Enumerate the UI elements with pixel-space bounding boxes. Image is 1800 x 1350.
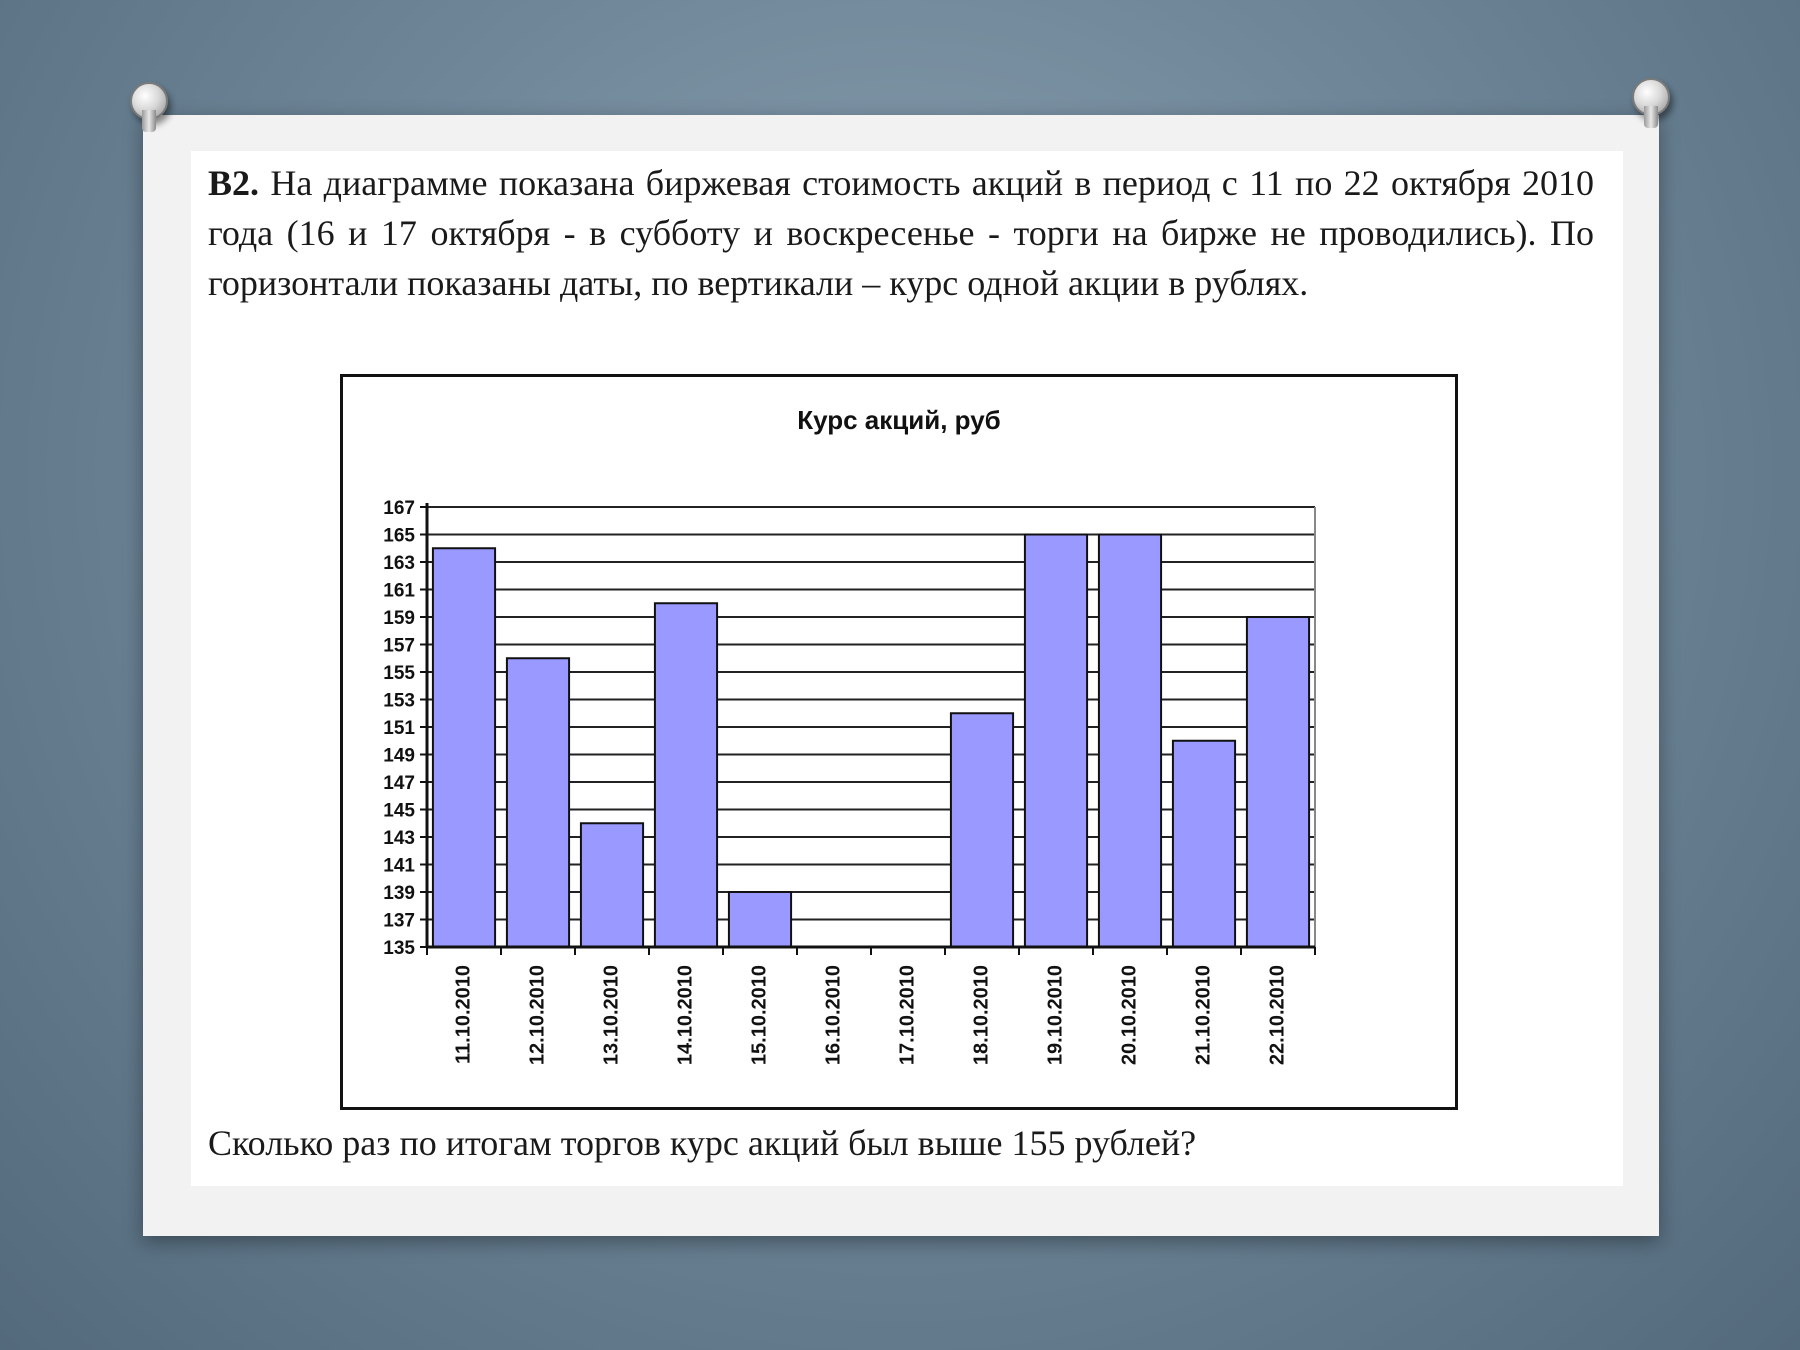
- x-tick-label: 12.10.2010: [526, 965, 549, 1066]
- y-tick-label: 165: [383, 525, 415, 547]
- y-tick-label: 153: [383, 690, 415, 712]
- bar: [433, 548, 495, 947]
- chart-title: Курс акций, руб: [797, 405, 1001, 435]
- x-tick-label: 16.10.2010: [822, 965, 845, 1066]
- x-tick-label: 11.10.2010: [452, 965, 475, 1064]
- bar: [1247, 617, 1309, 947]
- x-tick-label: 19.10.2010: [1044, 965, 1067, 1066]
- x-tick-label: 13.10.2010: [600, 965, 623, 1066]
- y-tick-label: 147: [383, 773, 415, 794]
- y-tick-label: 161: [383, 580, 415, 602]
- x-tick-label: 14.10.2010: [674, 965, 697, 1066]
- x-tick-label: 15.10.2010: [748, 965, 771, 1066]
- bar: [1025, 535, 1087, 948]
- y-tick-label: 159: [383, 608, 415, 629]
- bar: [581, 823, 643, 947]
- y-tick-label: 135: [383, 938, 415, 959]
- x-tick-label: 18.10.2010: [970, 965, 993, 1066]
- y-tick-label: 157: [383, 635, 415, 657]
- pushpin-icon: [1632, 78, 1670, 116]
- problem-body: На диаграмме показана биржевая стоимость акций в период с 11 по 22 октября 2010 года (16 и 17 октября - в субботу и воскресенье - торги на бирже не проводились). По горизонтали показаны даты, по вертикали – курс одной акции в рублях.: [208, 163, 1595, 303]
- y-tick-label: 139: [383, 883, 415, 904]
- problem-statement: [208, 158, 1594, 308]
- bar: [729, 892, 791, 947]
- bar: [1173, 741, 1235, 947]
- y-tick-label: 143: [383, 828, 415, 849]
- y-tick-label: 141: [383, 855, 415, 877]
- y-tick-label: 155: [383, 663, 415, 684]
- x-tick-label: 20.10.2010: [1118, 965, 1141, 1066]
- bar: [507, 658, 569, 947]
- x-tick-label: 22.10.2010: [1266, 965, 1289, 1066]
- y-tick-label: 149: [383, 745, 415, 767]
- y-tick-label: 137: [383, 910, 415, 932]
- chart-frame: [340, 374, 1458, 1110]
- y-tick-label: 167: [383, 498, 415, 519]
- y-tick-label: 163: [383, 553, 415, 574]
- x-tick-label: 17.10.2010: [896, 965, 919, 1066]
- problem-label: В2.: [208, 163, 260, 203]
- question: Сколько раз по итогам торгов курс акций был выше 155 рублей?: [208, 1123, 1197, 1163]
- bar: [951, 713, 1013, 947]
- bar: [655, 603, 717, 947]
- y-tick-label: 151: [383, 718, 415, 739]
- bar: [1099, 535, 1161, 948]
- x-tick-label: 21.10.2010: [1192, 965, 1215, 1066]
- bar-chart: [343, 377, 1455, 1107]
- pushpin-icon: [130, 82, 168, 120]
- y-tick-label: 145: [383, 800, 415, 822]
